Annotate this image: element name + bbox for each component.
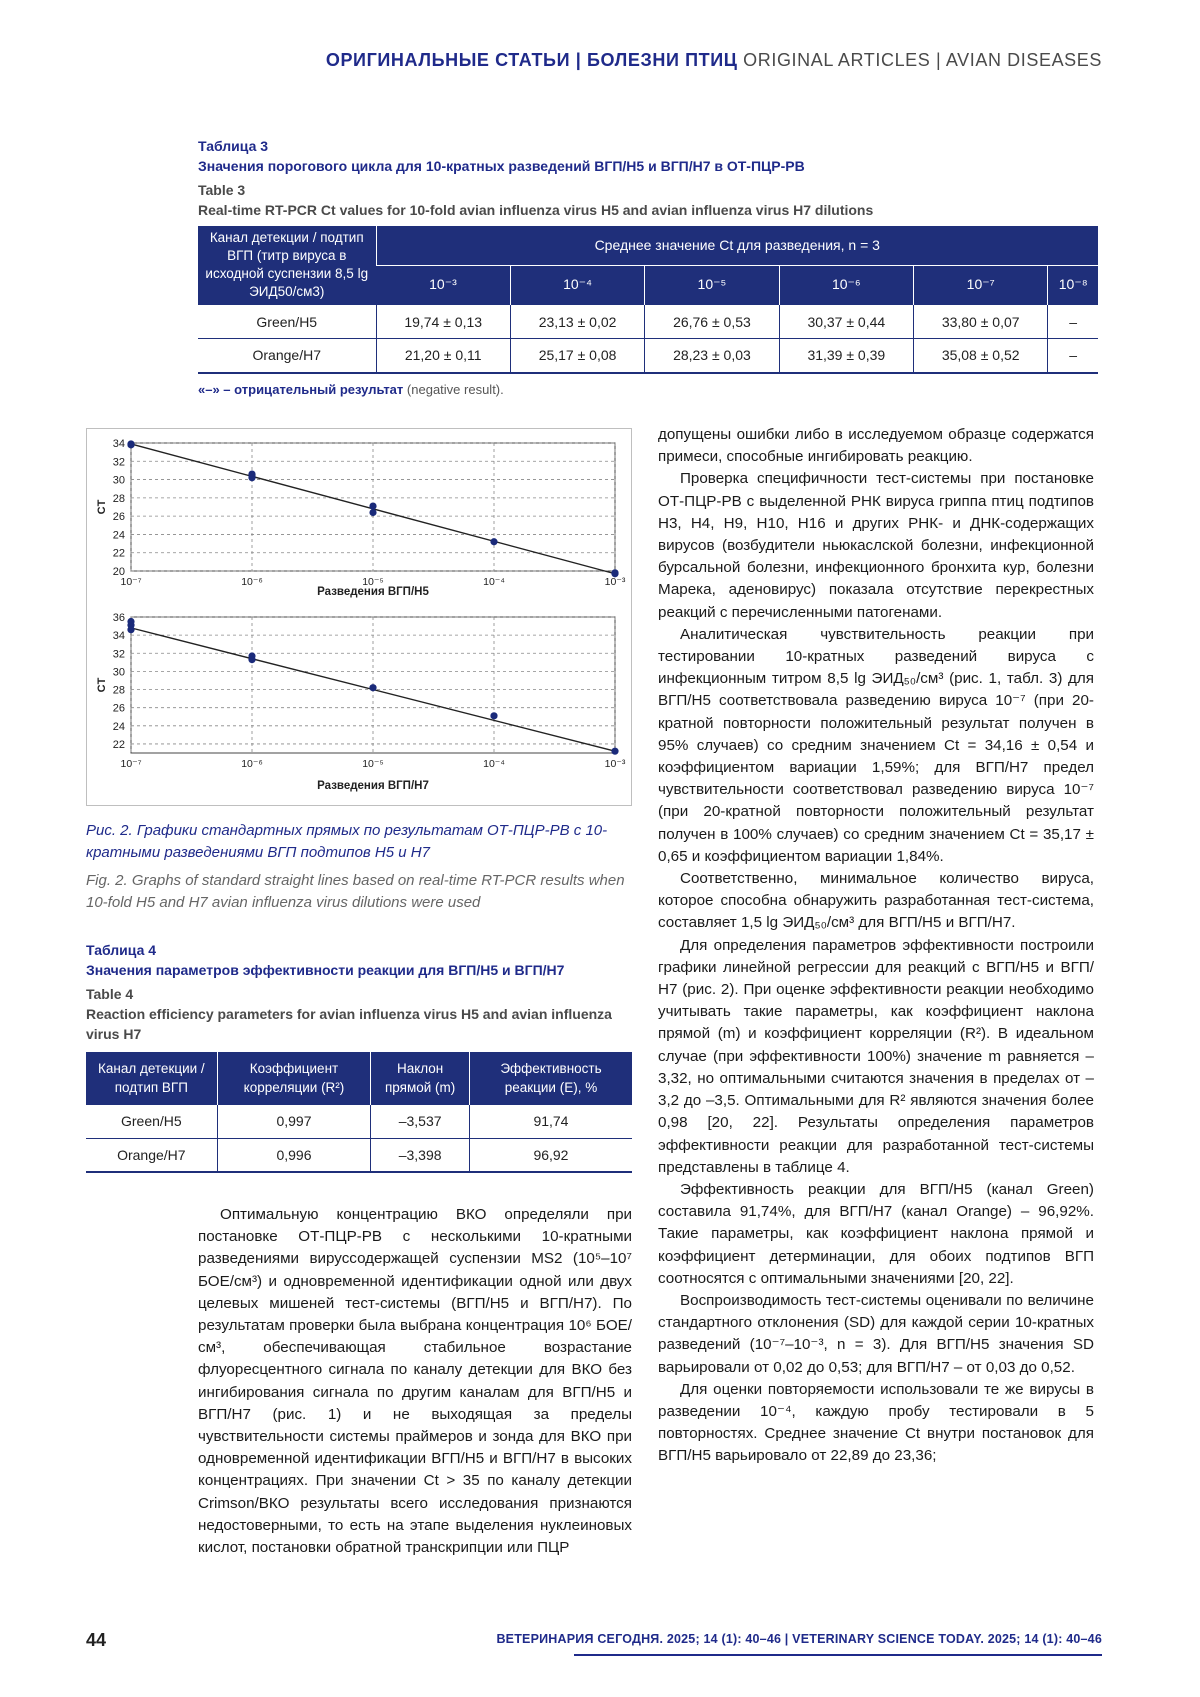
table3-head-group: Среднее значение Ct для разведения, n = 3 (376, 226, 1098, 265)
table3-dilution-header: 10⁻⁵ (645, 265, 779, 304)
table4-title-en: Reaction efficiency parameters for avian influenza virus H5 and avian influenza virus H7 (86, 1004, 646, 1044)
table-cell: 31,39 ± 0,39 (779, 339, 913, 373)
table-row (198, 305, 1098, 339)
x-tick-label: 10⁻⁶ (241, 758, 263, 770)
page-number: 44 (86, 1630, 106, 1651)
table3-note (198, 382, 504, 397)
table4-label-ru: Таблица 4 (86, 940, 646, 960)
y-tick-label: 34 (113, 438, 125, 450)
table-cell: 0,997 (217, 1104, 371, 1138)
x-tick-label: 10⁻⁵ (362, 576, 384, 588)
y-tick-label: 24 (113, 529, 125, 541)
x-tick-label: 10⁻⁴ (483, 758, 505, 770)
figure-2 (86, 428, 632, 806)
chart-panel-2 (96, 612, 626, 792)
figure2-caption-ru: Рис. 2. Графики стандартных прямых по результатам ОТ-ПЦР-РВ с 10-кратными разведениями ВГП подтипов Н5 и Н7 (86, 820, 646, 864)
y-tick-label: 34 (113, 630, 125, 642)
table4-header-cell: Канал детекции / подтип ВГП (86, 1052, 217, 1104)
x-tick-label: 10⁻⁷ (120, 576, 141, 588)
y-tick-label: 22 (113, 739, 125, 751)
table3-dilution-header: 10⁻⁸ (1048, 265, 1098, 304)
table-cell: 0,996 (217, 1138, 371, 1172)
header-en: ORIGINAL ARTICLES | AVIAN DISEASES (743, 50, 1102, 70)
table-cell: Green/H5 (86, 1104, 217, 1138)
table3-title-en: Real-time RT-PCR Ct values for 10-fold avian influenza virus H5 and avian influenza virus H7 dilutions (198, 200, 1098, 220)
y-tick-label: 30 (113, 666, 125, 678)
figure2-caption-en: Fig. 2. Graphs of standard straight lines based on real-time RT-PCR results when 10-fold H5 and H7 avian influenza virus dilutions were used (86, 870, 646, 914)
y-tick-label: 22 (113, 548, 125, 560)
table-cell: 30,37 ± 0,44 (779, 305, 913, 339)
table-cell: – (1048, 339, 1098, 373)
table3-note-ru: «–» – отрицательный результат (198, 382, 403, 397)
table-cell: Orange/H7 (86, 1138, 217, 1172)
x-axis-label: Разведения ВГП/Н5 (317, 586, 429, 598)
table-cell: 19,74 ± 0,13 (376, 305, 510, 339)
table-cell: 91,74 (469, 1104, 632, 1138)
table-row (86, 1138, 632, 1172)
right-text-column (658, 424, 1094, 1468)
table3-label-en: Table 3 (198, 180, 1098, 200)
y-tick-label: 26 (113, 511, 125, 523)
y-tick-label: 36 (113, 612, 125, 624)
table3-dilution-header: 10⁻³ (376, 265, 510, 304)
y-tick-label: 30 (113, 475, 125, 487)
x-tick-label: 10⁻³ (605, 576, 626, 588)
x-tick-label: 10⁻⁶ (241, 576, 263, 588)
table-cell: –3,537 (371, 1104, 470, 1138)
table4-label-en: Table 4 (86, 984, 646, 1004)
table-cell: 21,20 ± 0,11 (376, 339, 510, 373)
data-point (369, 684, 376, 691)
data-point (490, 538, 497, 545)
x-tick-label: 10⁻⁴ (483, 576, 505, 588)
table3-title-ru: Значения порогового цикла для 10-кратных разведений ВГП/Н5 и ВГП/Н7 в ОТ-ПЦР-РВ (198, 156, 1098, 176)
table-cell-channel: Orange/H7 (198, 339, 376, 373)
table4-header-cell: Наклон прямой (m) (371, 1052, 470, 1104)
table-cell: 26,76 ± 0,53 (645, 305, 779, 339)
table4-header-cell: Коэффициент корреляции (R²) (217, 1052, 371, 1104)
table-cell-channel: Green/H5 (198, 305, 376, 339)
data-point (248, 656, 255, 663)
y-tick-label: 32 (113, 648, 125, 660)
paragraph: Проверка специфичности тест-системы при постановке ОТ-ПЦР-РВ с выделенной РНК вируса гриппа птиц подтипов Н3, Н4, Н9, Н10, Н16 и других РНК- и ДНК-содержащих вирусов (возбудители ньюкаслской болезни, инфекционной бурсальной болезни, инфекционного бронхита кур, болезни Марека, аденовирус) показала отсутствие перекрестных реакций с перечисленными патогенами. (658, 468, 1094, 623)
footer-rule (574, 1654, 1102, 1656)
paragraph: Эффективность реакции для ВГП/Н5 (канал Green) составила 91,74%, для ВГП/Н7 (канал Orange) – 96,92%. Такие параметры, как коэффициент наклона прямой и коэффициент детерминации, для обоих подтипов ВГП соотносятся с оптимальными значениями [20, 22]. (658, 1179, 1094, 1290)
data-point (369, 502, 376, 509)
table-row (198, 339, 1098, 373)
figure2-caption (86, 820, 646, 914)
paragraph: Для оценки повторяемости использовали те же вирусы в разведении 10⁻⁴, каждую пробу тестировали в 5 повторностях. Среднее значение Ct внутри постановок для ВГП/Н5 варьировало от 22,89 до 23,36; (658, 1379, 1094, 1468)
table-cell: 25,17 ± 0,08 (510, 339, 644, 373)
y-axis-label: CT (96, 677, 108, 692)
table-cell: 33,80 ± 0,07 (914, 305, 1048, 339)
x-tick-label: 10⁻⁵ (362, 758, 384, 770)
x-tick-label: 10⁻⁷ (120, 758, 141, 770)
data-point (127, 618, 134, 625)
data-point (248, 472, 255, 479)
table3-head-channel: Канал детекции / подтип ВГП (титр вируса в исходной суспензии 8,5 lg ЭИД50/см3) (198, 226, 376, 305)
paragraph: Соответственно, минимальное количество вируса, которое способна обнаружить разработанная тест-система, составляет 1,5 lg ЭИД₅₀/см³ для ВГП/Н5 и ВГП/Н7. (658, 868, 1094, 935)
running-header (326, 50, 1102, 71)
y-tick-label: 28 (113, 493, 125, 505)
data-point (611, 569, 618, 576)
table4-header-cell: Эффективность реакции (E), % (469, 1052, 632, 1104)
y-tick-label: 20 (113, 566, 125, 578)
table4-title-ru: Значения параметров эффективности реакции для ВГП/Н5 и ВГП/Н7 (86, 960, 646, 980)
y-tick-label: 26 (113, 703, 125, 715)
data-point (369, 509, 376, 516)
left-text-column (198, 1204, 632, 1559)
y-axis-label: CT (96, 499, 108, 514)
y-tick-label: 24 (113, 721, 125, 733)
paragraph: допущены ошибки либо в исследуемом образце содержатся примеси, способные ингибировать реакцию. (658, 424, 1094, 468)
y-tick-label: 28 (113, 685, 125, 697)
table3-dilution-header: 10⁻⁴ (510, 265, 644, 304)
journal-footer: ВЕТЕРИНАРИЯ СЕГОДНЯ. 2025; 14 (1): 40–46 | VETERINARY SCIENCE TODAY. 2025; 14 (1): 40–46 (496, 1632, 1102, 1646)
header-ru: ОРИГИНАЛЬНЫЕ СТАТЬИ | БОЛЕЗНИ ПТИЦ (326, 50, 738, 70)
table3-dilution-header: 10⁻⁷ (914, 265, 1048, 304)
table4-header-row (86, 1052, 632, 1104)
table-cell: –3,398 (371, 1138, 470, 1172)
table3-grid (198, 226, 1098, 374)
chart-panel-1 (96, 438, 626, 598)
x-tick-label: 10⁻³ (605, 758, 626, 770)
table-cell: – (1048, 305, 1098, 339)
paragraph: Для определения параметров эффективности построили графики линейной регрессии для реакций с ВГП/Н5 и ВГП/Н7 (рис. 2). При оценке эффективности реакции необходимо учитывать такие параметры, как коэффициент наклона прямой (m) и коэффициент корреляции (R²). В идеальном случае (при эффективности 100%) значение m равняется –3,32, но оптимальными считаются значения в пределах от –3,2 до –3,5. Оптимальными для R² являются значения более 0,98 [20, 22]. Результаты определения параметров эффективности реакции для разработанной тест-системы представлены в таблице 4. (658, 935, 1094, 1179)
y-tick-label: 32 (113, 456, 125, 468)
table-cell: 96,92 (469, 1138, 632, 1172)
table3-dilution-header: 10⁻⁶ (779, 265, 913, 304)
table-4 (86, 1052, 632, 1173)
table-cell: 28,23 ± 0,03 (645, 339, 779, 373)
data-point (611, 748, 618, 755)
data-point (490, 712, 497, 719)
figure-2-svg (87, 429, 633, 807)
paragraph: Аналитическая чувствительность реакции при тестировании 10-кратных разведений вируса с инфекционным титром 8,5 lg ЭИД₅₀/см³ (рис. 1, табл. 3) для ВГП/Н5 соответствовала разведению вируса 10⁻⁷ (при 20-кратной повторности положительный результат получен в 95% случаев) со средним значением Ct = 34,16 ± 0,54 и коэффициентом вариации 1,59%; для ВГП/Н7 предел чувствительности соответствовал разведению вируса 10⁻⁷ (при 20-кратной повторности положительный результат получен в 100% случаев) со средним значением Ct = 35,17 ± 0,65 и коэффициентом вариации 1,84%. (658, 624, 1094, 868)
table-row (86, 1104, 632, 1138)
x-axis-label: Разведения ВГП/Н7 (317, 780, 429, 792)
table3-note-en: (negative result). (407, 382, 504, 397)
data-point (127, 440, 134, 447)
table3-label-ru: Таблица 3 (198, 136, 1098, 156)
table4-caption (86, 940, 646, 1044)
paragraph: Воспроизводимость тест-системы оценивали по величине стандартного отклонения (SD) для каждой серии 10-кратных разведений (10⁻⁷–10⁻³, n = 3). Для ВГП/Н5 значения SD варьировали от 0,02 до 0,53; для ВГП/Н7 – от 0,03 до 0,52. (658, 1290, 1094, 1379)
table-3 (198, 136, 1098, 374)
paragraph: Оптимальную концентрацию ВКО определяли при постановке ОТ-ПЦР-РВ с несколькими 10-кратными разведениями вируссодержащей суспензии MS2 (10⁵–10⁷ БОЕ/см³) и одновременной идентификации одной или двух целевых мишеней тест-системы (ВГП/Н5 и ВГП/Н7). По результатам проверки была выбрана концентрация 10⁶ БОЕ/см³, обеспечивающая стабильное возрастание флуоресцентного сигнала по каналу детекции для ВКО без ингибирования сигнала по другим каналам для ВГП/Н5 и ВГП/Н7 (рис. 1) и не выходящая за пределы чувствительности системы праймеров и зонда для ВКО при одновременной идентификации ВГП/Н5 и ВГП/Н7 в высоких концентрациях. При значении Ct > 35 по каналу детекции Crimson/ВКО результаты всего исследования признаются недостоверными, то есть на этапе выделения нуклеиновых кислот, постановки обратной транскрипции или ПЦР (198, 1204, 632, 1559)
table-cell: 35,08 ± 0,52 (914, 339, 1048, 373)
table-cell: 23,13 ± 0,02 (510, 305, 644, 339)
table4-grid (86, 1052, 632, 1173)
